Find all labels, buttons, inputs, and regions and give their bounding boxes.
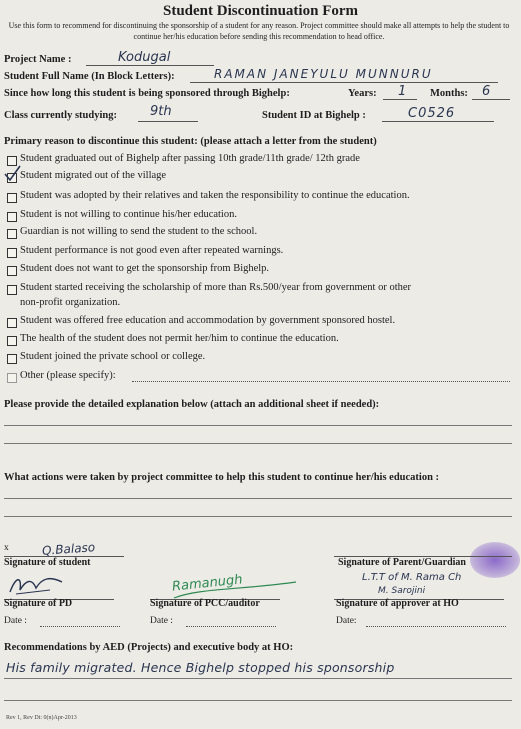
pcc-signature: Ramanugh — [171, 572, 244, 595]
student-signature-label: Signature of student — [4, 557, 91, 568]
student-id-label: Student ID at Bighelp : — [262, 110, 366, 121]
reasons-heading: Primary reason to discontinue this student: (please attach a letter from the student) — [4, 136, 377, 147]
reason-label: Student does not want to get the sponsorship from Bighelp. — [20, 263, 270, 274]
parent-signature-text-2: M. Sarojini — [378, 586, 426, 596]
class-label: Class currently studying: — [4, 110, 117, 121]
actions-line-1[interactable] — [4, 498, 512, 499]
project-name-label: Project Name : — [4, 54, 72, 65]
reason-label-continued: non-profit organization. — [20, 297, 121, 308]
student-id-line — [382, 121, 494, 122]
years-value[interactable]: 1 — [398, 84, 407, 99]
approver-date-label: Date: — [336, 616, 357, 626]
reason-label: Student performance is not good even after repeated warnings. — [20, 245, 284, 256]
student-id-value[interactable]: C0526 — [408, 106, 456, 121]
reason-label: Guardian is not willing to send the student to the school. — [20, 226, 258, 237]
pd-date-label: Date : — [4, 616, 27, 626]
recommendation-line-1 — [4, 678, 512, 679]
explanation-line-2[interactable] — [4, 443, 512, 444]
revision-footer: Rev 1, Rev Dt: 0(n)Apr-2013 — [6, 715, 77, 721]
student-signature: Q.Balaso — [41, 540, 96, 558]
signature-mark: x — [4, 543, 9, 553]
thumbprint-stamp — [470, 542, 520, 578]
recommendations-heading: Recommendations by AED (Projects) and executive body at HO: — [4, 642, 294, 653]
years-label: Years: — [348, 88, 377, 99]
student-name-label: Student Full Name (In Block Letters): — [4, 71, 175, 82]
months-label: Months: — [430, 88, 468, 99]
recommendation-line-2 — [4, 700, 512, 701]
reason-checkbox[interactable] — [7, 285, 17, 295]
parent-signature-text: L.T.T of M. Rama Ch — [362, 572, 462, 583]
student-name-line — [190, 82, 498, 83]
reason-checkbox[interactable] — [7, 336, 17, 346]
reason-label: Student was adopted by their relatives and taken the responsibility to continue the education. — [20, 190, 410, 201]
form-title: Student Discontinuation Form — [162, 3, 359, 19]
reason-label: Student migrated out of the village — [20, 170, 167, 181]
months-line — [472, 99, 510, 100]
explanation-heading: Please provide the detailed explanation below (attach an additional sheet if needed): — [4, 399, 380, 410]
reason-label: Student graduated out of Bighelp after passing 10th grade/11th grade/ 12th grade — [20, 153, 360, 164]
approver-signature-label: Signature of approver at HO — [336, 598, 459, 609]
other-specify-line[interactable] — [132, 381, 510, 382]
sponsored-label: Since how long this student is being sponsored through Bighelp: — [4, 88, 290, 99]
reason-checkbox[interactable] — [7, 354, 17, 364]
actions-heading: What actions were taken by project committee to help this student to continue her/his education : — [4, 472, 440, 483]
reason-label: Student was offered free education and accommodation by government sponsored hostel. — [20, 315, 396, 326]
checkmark-icon — [2, 164, 22, 184]
pd-date-line[interactable] — [40, 626, 120, 627]
years-line — [383, 99, 417, 100]
reason-checkbox[interactable] — [7, 212, 17, 222]
parent-signature-label: Signature of Parent/Guardian — [338, 557, 466, 568]
reason-checkbox[interactable] — [7, 373, 17, 383]
project-name-line — [86, 65, 214, 66]
reason-checkbox[interactable] — [7, 266, 17, 276]
pcc-date-line[interactable] — [186, 626, 276, 627]
project-name-value[interactable]: Kodugal — [118, 50, 171, 65]
student-name-value[interactable]: RAMAN JANEYULU MUNNURU — [214, 67, 433, 81]
reason-label: Student joined the private school or college. — [20, 351, 206, 362]
reason-checkbox[interactable] — [7, 229, 17, 239]
pd-signature-scribble — [6, 572, 66, 598]
actions-line-2[interactable] — [4, 516, 512, 517]
reason-label: The health of the student does not permit her/him to continue the education. — [20, 333, 339, 344]
reason-label: Student is not willing to continue his/her education. — [20, 209, 237, 220]
reason-label: Other (please specify): — [20, 370, 116, 381]
months-value[interactable]: 6 — [482, 84, 491, 99]
pd-signature-label: Signature of PD — [4, 598, 73, 609]
reason-label: Student started receiving the scholarship of more than Rs.500/year from government or other — [20, 282, 412, 293]
approver-date-line[interactable] — [366, 626, 506, 627]
recommendation-text[interactable]: His family migrated. Hence Bighelp stopped his sponsorship — [6, 660, 395, 675]
class-line — [138, 121, 198, 122]
reason-checkbox[interactable] — [7, 193, 17, 203]
explanation-line-1[interactable] — [4, 425, 512, 426]
intro-text: Use this form to recommend for discontinuing the sponsorship of a student for any reason. Project committee should make all attempts to help the student to continue her/his education before sending this recommendation to head office. — [8, 21, 510, 41]
reason-checkbox[interactable] — [7, 318, 17, 328]
pcc-date-label: Date : — [150, 616, 173, 626]
pcc-signature-label: Signature of PCC/auditor — [150, 598, 260, 609]
reason-checkbox[interactable] — [7, 248, 17, 258]
class-value[interactable]: 9th — [150, 104, 172, 119]
